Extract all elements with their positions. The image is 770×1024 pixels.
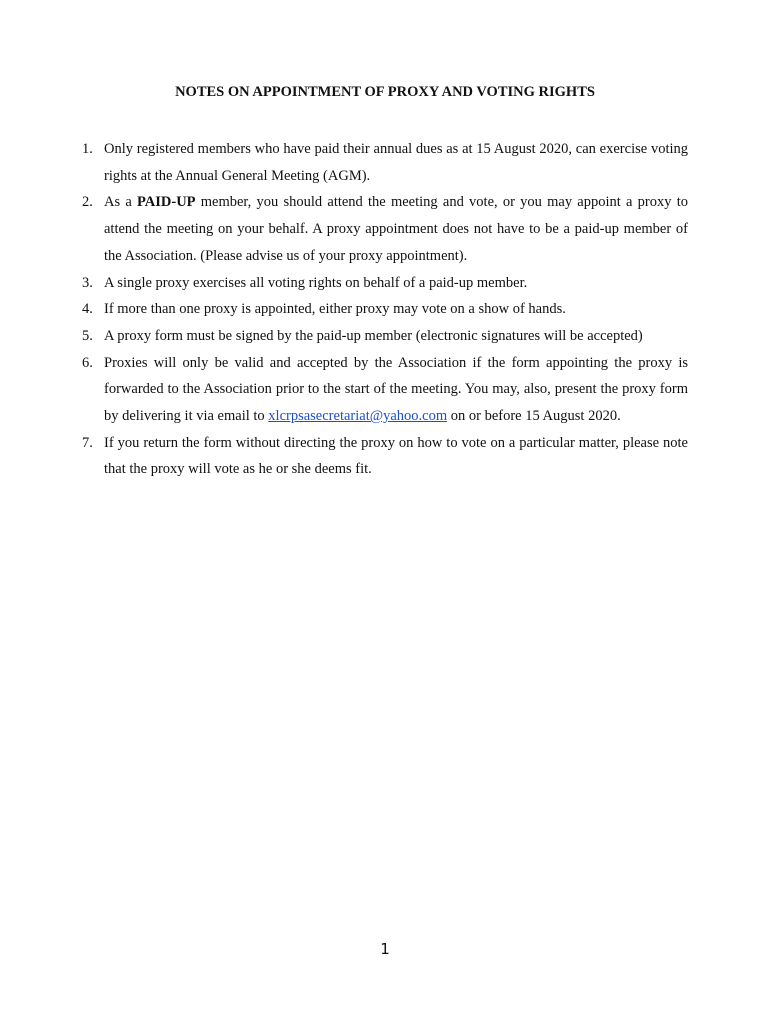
page-title: NOTES ON APPOINTMENT OF PROXY AND VOTING RIGHTS	[175, 84, 595, 100]
list-item-5	[80, 323, 688, 350]
list-item-4	[80, 296, 688, 323]
item-text-suffix: on or before 15 August 2020.	[447, 408, 621, 425]
list-item-3	[80, 270, 688, 297]
item-text: Only registered members who have paid their annual dues as at 15 August 2020, can exercise voting rights at the Annual General Meeting (AGM).	[104, 141, 688, 184]
paid-up-emphasis: PAID-UP	[137, 194, 196, 211]
list-item-2	[80, 189, 688, 269]
item-text: A proxy form must be signed by the paid-up member (electronic signatures will be accepted)	[104, 327, 643, 344]
item-text-prefix: Proxies will only be valid and accepted by the Association if the form appointing the proxy is forwarded to the Association prior to the start of the meeting. You may, also, present the proxy form by delivering it via email to	[104, 354, 688, 425]
item-number: 3.	[82, 274, 93, 291]
item-number: 1.	[82, 141, 93, 157]
item-number: 4.	[82, 301, 93, 318]
list-item-7	[80, 430, 688, 483]
page-number: 1	[380, 940, 390, 958]
item-text: If more than one proxy is appointed, either proxy may vote on a show of hands.	[104, 301, 566, 318]
item-text: If you return the form without directing the proxy on how to vote on a particular matter, please note that the proxy will vote as he or she deems fit.	[104, 434, 688, 478]
item-text-suffix: member, you should attend the meeting and vote, or you may appoint a proxy to attend the meeting on your behalf. A proxy appointment does not have to be a paid-up member of the Association. (Please advise us of your proxy appointment).	[104, 194, 688, 264]
secretariat-email-link[interactable]: xlcrpsasecretariat@yahoo.com	[268, 408, 448, 425]
list-item-6	[80, 350, 688, 430]
item-number: 6.	[82, 354, 93, 371]
notes-list	[80, 136, 688, 483]
item-number: 5.	[82, 327, 93, 344]
item-number: 7.	[82, 434, 93, 451]
list-item-1	[80, 136, 688, 189]
item-text: A single proxy exercises all voting rights on behalf of a paid-up member.	[104, 274, 528, 291]
item-text-prefix: As a	[104, 194, 137, 211]
item-number: 2.	[82, 194, 93, 211]
